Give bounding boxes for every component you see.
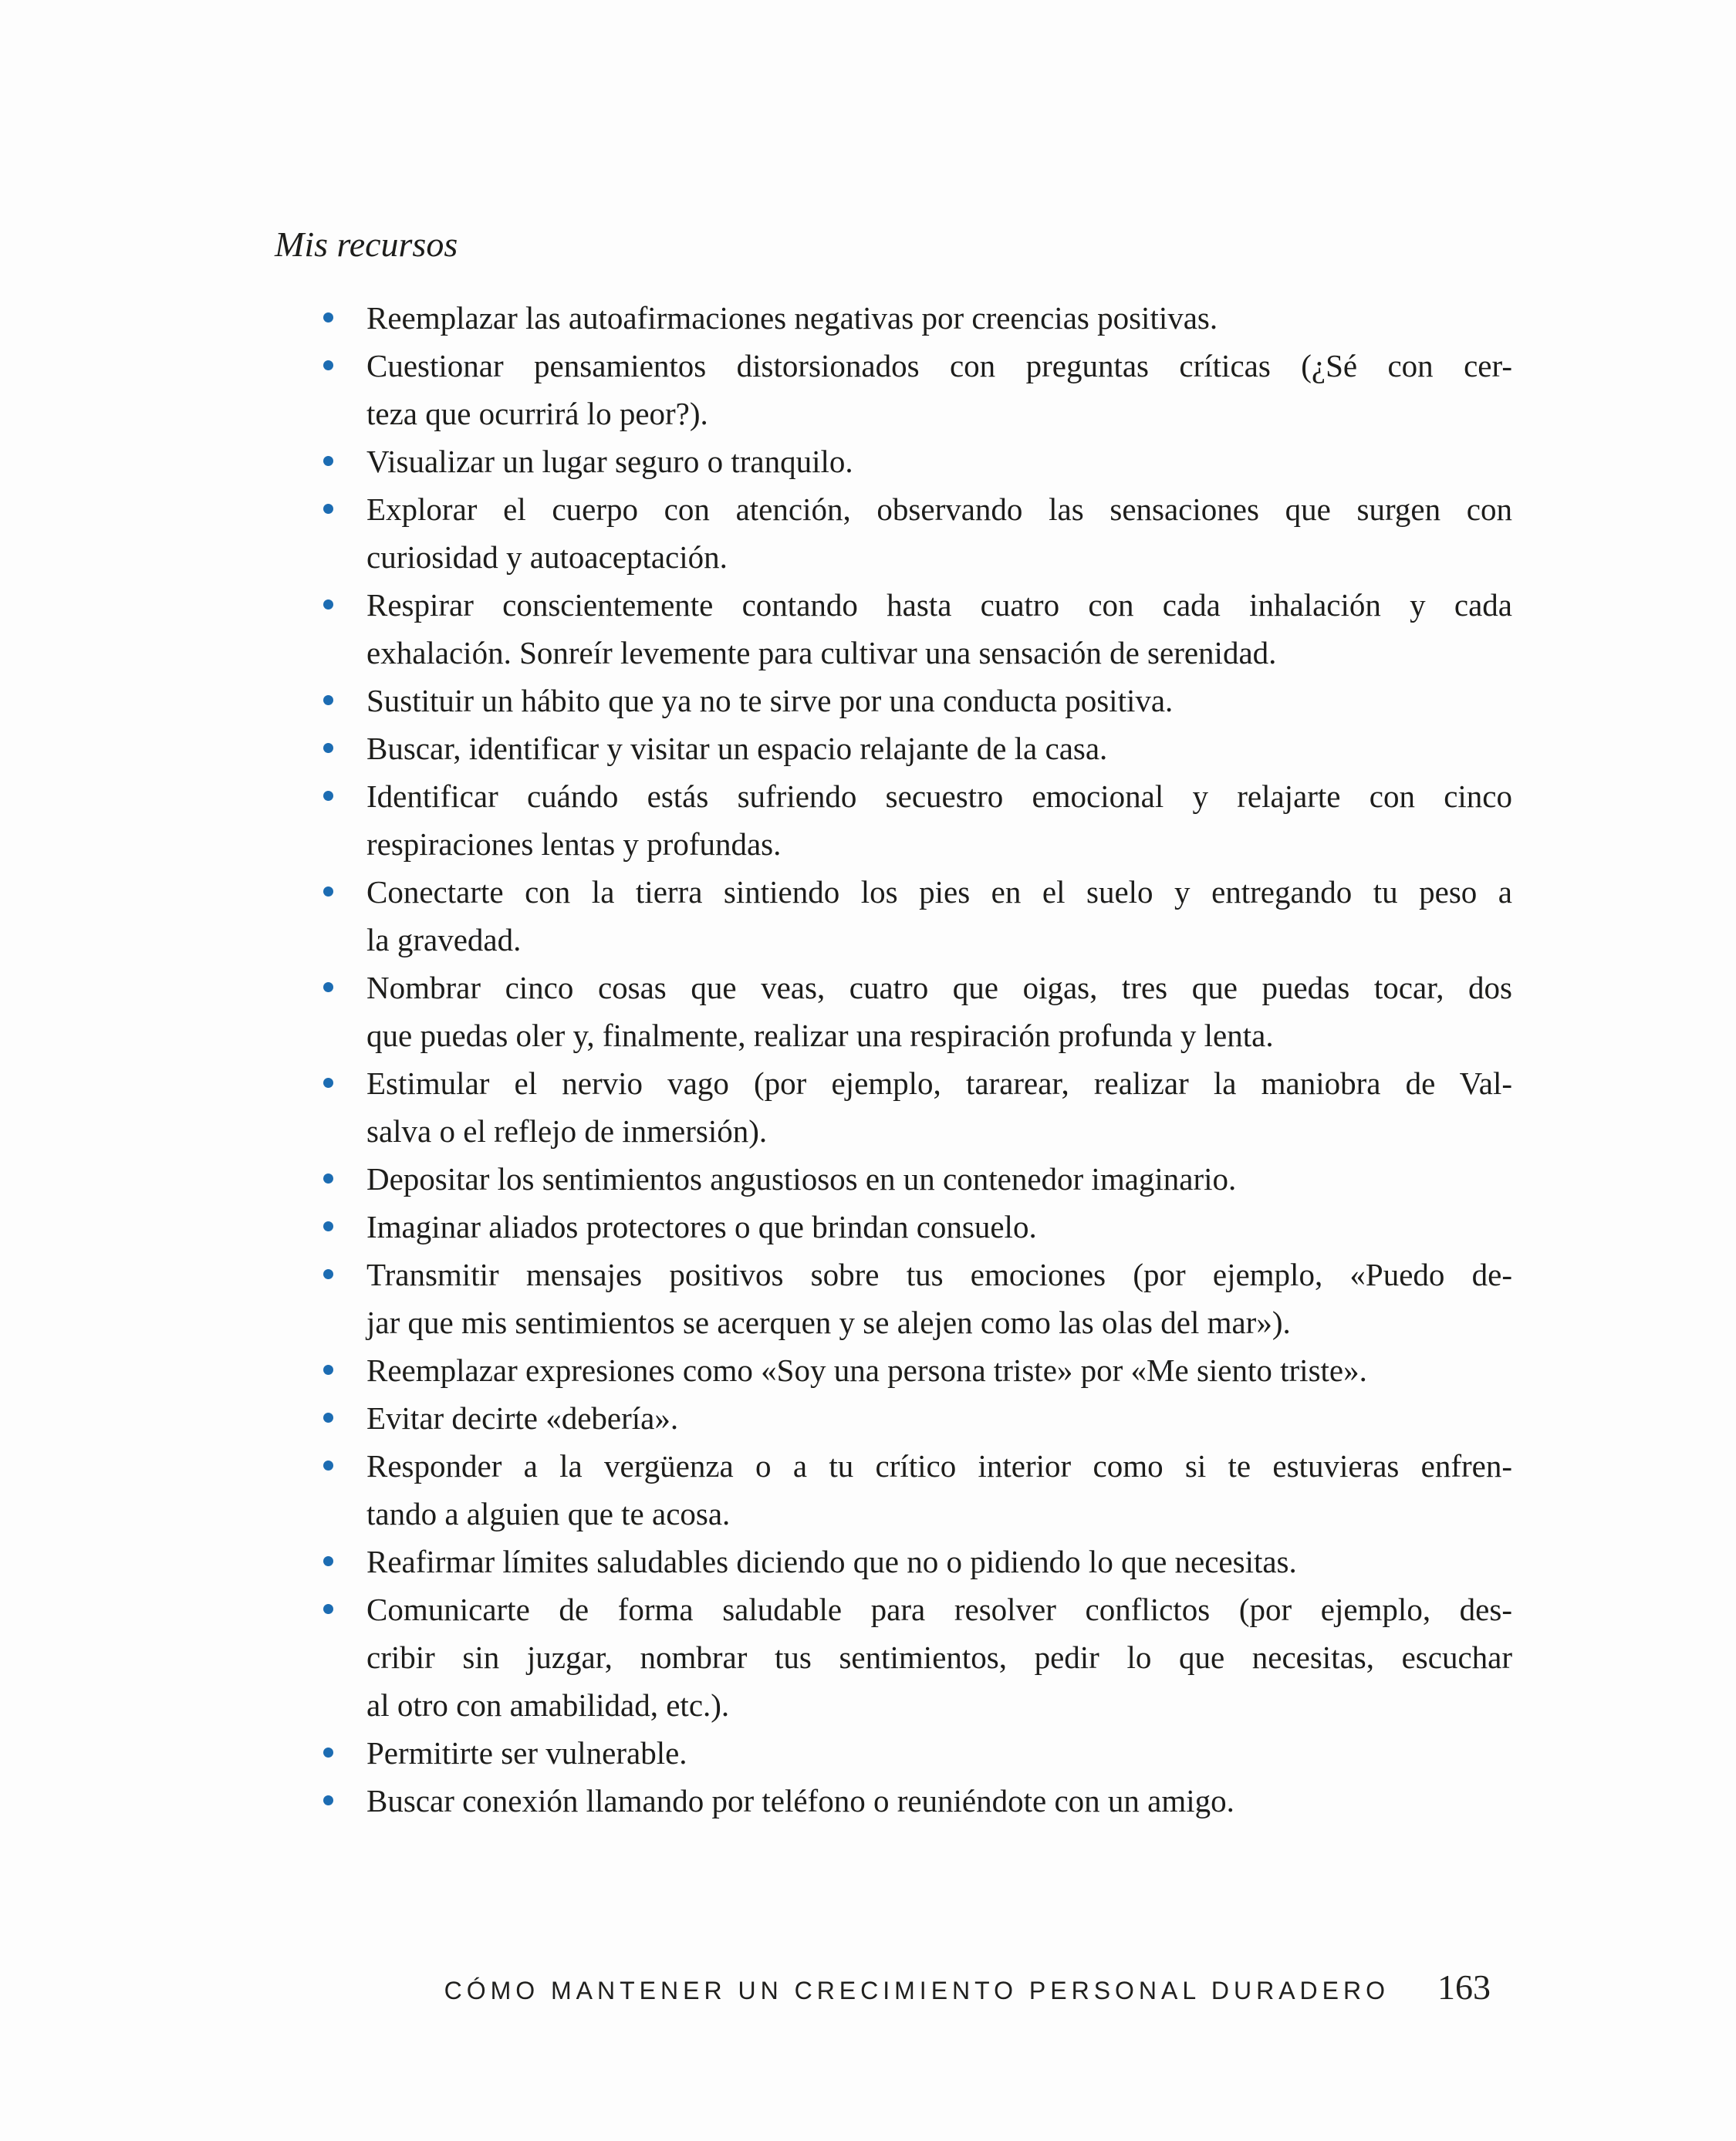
list-item xyxy=(323,1346,1512,1394)
list-item xyxy=(323,677,1512,724)
bullet-icon xyxy=(323,982,333,992)
list-item xyxy=(323,294,1512,342)
list-item-line: Estimular el nervio vago (por ejemplo, tararear, realizar la maniobra de Val- xyxy=(366,1065,1512,1101)
list-item xyxy=(323,1155,1512,1203)
list-item-line: Sustituir un hábito que ya no te sirve por una conducta positiva. xyxy=(366,683,1174,718)
list-item-line: respiraciones lentas y profundas. xyxy=(366,826,782,862)
list-item-line: cribir sin juzgar, nombrar tus sentimientos, pedir lo que necesitas, escuchar xyxy=(366,1640,1512,1675)
list-item xyxy=(323,1777,1512,1825)
bullet-icon xyxy=(323,360,333,370)
bullet-icon xyxy=(323,1604,333,1614)
bullet-icon xyxy=(323,1173,333,1184)
list-item-line: Reemplazar expresiones como «Soy una persona triste» por «Me siento triste». xyxy=(366,1352,1367,1388)
list-item xyxy=(323,772,1512,868)
bullet-icon xyxy=(323,1795,333,1805)
bullet-icon xyxy=(323,599,333,610)
list-item xyxy=(323,964,1512,1059)
list-item-line: Explorar el cuerpo con atención, observando las sensaciones que surgen con xyxy=(366,491,1512,527)
bullet-icon xyxy=(323,1221,333,1231)
list-item xyxy=(323,1729,1512,1777)
list-item-line: teza que ocurrirá lo peor?). xyxy=(366,396,708,431)
bullet-icon xyxy=(323,1078,333,1088)
list-item-line: Responder a la vergüenza o a tu crítico interior como si te estuvieras enfren- xyxy=(366,1448,1512,1484)
list-item-line: Identificar cuándo estás sufriendo secuestro emocional y relajarte con cinco xyxy=(366,778,1512,814)
list-item-line: Reafirmar límites saludables diciendo que no o pidiendo lo que necesitas. xyxy=(366,1544,1297,1579)
list-item xyxy=(323,1251,1512,1346)
bullet-icon xyxy=(323,312,333,323)
list-item-line: Buscar conexión llamando por teléfono o reuniéndote con un amigo. xyxy=(366,1783,1234,1818)
bullet-icon xyxy=(323,1365,333,1375)
list-item xyxy=(323,1203,1512,1251)
list-item xyxy=(323,1538,1512,1585)
list-item xyxy=(323,724,1512,772)
list-item xyxy=(323,1585,1512,1729)
list-item-line: jar que mis sentimientos se acerquen y se alejen como las olas del mar»). xyxy=(366,1305,1291,1340)
list-item-line: Permitirte ser vulnerable. xyxy=(366,1735,687,1771)
list-item xyxy=(323,1442,1512,1538)
list-item-line: que puedas oler y, finalmente, realizar una respiración profunda y lenta. xyxy=(366,1018,1274,1053)
page-number: 163 xyxy=(1437,1967,1491,2007)
bullet-icon xyxy=(323,504,333,514)
list-item-line: Nombrar cinco cosas que veas, cuatro que oigas, tres que puedas tocar, dos xyxy=(366,970,1512,1005)
list-item-line: curiosidad y autoaceptación. xyxy=(366,539,728,575)
resource-list xyxy=(323,294,1512,1825)
bullet-icon xyxy=(323,1748,333,1758)
list-item-line: la gravedad. xyxy=(366,922,522,957)
list-item-line: Transmitir mensajes positivos sobre tus emociones (por ejemplo, «Puedo de- xyxy=(366,1257,1512,1292)
section-heading: Mis recursos xyxy=(275,225,458,264)
bullet-icon xyxy=(323,456,333,466)
bullet-icon xyxy=(323,743,333,753)
bullet-icon xyxy=(323,1556,333,1566)
bullet-icon xyxy=(323,1413,333,1423)
list-item-line: tando a alguien que te acosa. xyxy=(366,1496,731,1531)
bullet-icon xyxy=(323,1461,333,1471)
list-item-line: al otro con amabilidad, etc.). xyxy=(366,1687,730,1723)
list-item-line: salva o el reflejo de inmersión). xyxy=(366,1113,768,1149)
list-item xyxy=(323,1059,1512,1155)
list-item xyxy=(323,342,1512,437)
list-item xyxy=(323,437,1512,485)
list-item xyxy=(323,868,1512,964)
list-item xyxy=(323,581,1512,677)
list-item-line: Imaginar aliados protectores o que brindan consuelo. xyxy=(366,1209,1037,1244)
bullet-icon xyxy=(323,695,333,705)
list-item-line: Evitar decirte «debería». xyxy=(366,1400,679,1436)
list-item xyxy=(323,485,1512,581)
list-item-line: exhalación. Sonreír levemente para cultivar una sensación de serenidad. xyxy=(366,635,1277,670)
bullet-icon xyxy=(323,1269,333,1279)
running-title: CÓMO MANTENER UN CRECIMIENTO PERSONAL DURADERO xyxy=(444,1977,1390,2004)
list-item-line: Cuestionar pensamientos distorsionados con preguntas críticas (¿Sé con cer- xyxy=(366,348,1512,383)
page-footer xyxy=(0,1967,1491,2008)
bullet-icon xyxy=(323,791,333,801)
list-item-line: Comunicarte de forma saludable para resolver conflictos (por ejemplo, des- xyxy=(366,1592,1512,1627)
list-item-line: Buscar, identificar y visitar un espacio relajante de la casa. xyxy=(366,731,1108,766)
list-item-line: Conectarte con la tierra sintiendo los pies en el suelo y entregando tu peso a xyxy=(366,874,1512,910)
list-item-line: Reemplazar las autoafirmaciones negativas por creencias positivas. xyxy=(366,300,1218,336)
list-item-line: Depositar los sentimientos angustiosos en un contenedor imaginario. xyxy=(366,1161,1237,1197)
list-item-line: Visualizar un lugar seguro o tranquilo. xyxy=(366,444,853,479)
list-item-line: Respirar conscientemente contando hasta cuatro con cada inhalación y cada xyxy=(366,587,1512,623)
list-item xyxy=(323,1394,1512,1442)
bullet-icon xyxy=(323,886,333,897)
